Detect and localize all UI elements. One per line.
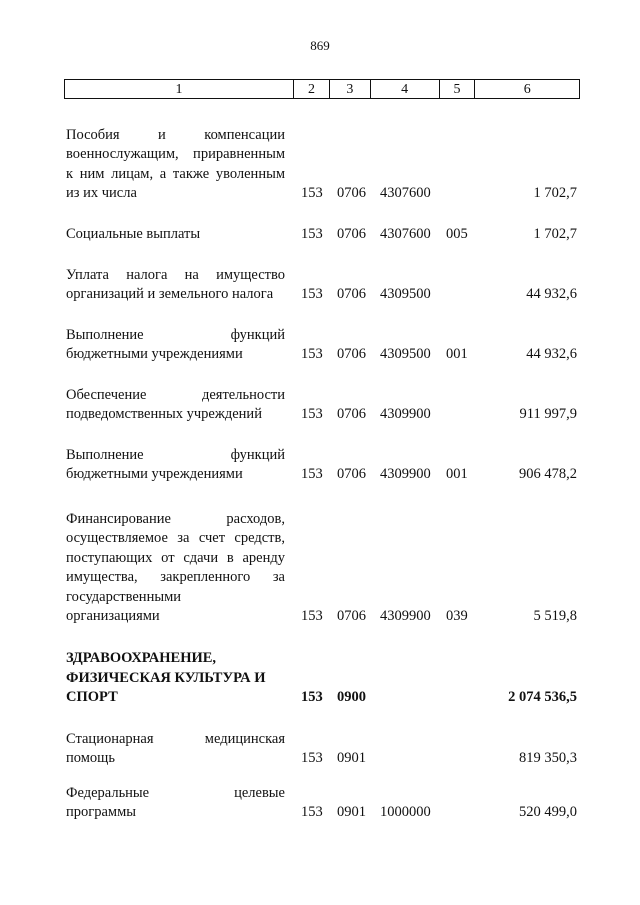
row-description — [66, 446, 285, 485]
column-header-4: 4 — [370, 80, 439, 98]
column-header-2: 2 — [293, 80, 329, 98]
cell-c2: 153 — [301, 466, 323, 482]
description-line: программы — [66, 804, 136, 820]
cell-c4: 4307600 — [380, 185, 431, 201]
cell-c5: 001 — [446, 346, 468, 362]
cell-c4: 4309500 — [380, 286, 431, 302]
cell-c2: 153 — [301, 608, 323, 624]
cell-c6: 906 478,2 — [519, 466, 577, 482]
cell-c3: 0706 — [337, 346, 366, 362]
row-description — [66, 730, 285, 769]
description-line: Социальные выплаты — [66, 226, 201, 242]
cell-c6: 1 702,7 — [533, 185, 577, 201]
cell-c4: 4307600 — [380, 226, 431, 242]
description-line: государственными — [66, 588, 182, 605]
cell-c3: 0706 — [337, 226, 366, 242]
description-line: ФИЗИЧЕСКАЯ КУЛЬТУРА И — [66, 669, 266, 686]
row-description — [66, 326, 285, 365]
row-description — [66, 386, 285, 425]
cell-c3: 0706 — [337, 185, 366, 201]
cell-c6: 2 074 536,5 — [508, 689, 577, 705]
cell-c2: 153 — [301, 185, 323, 201]
cell-c6: 1 702,7 — [533, 226, 577, 242]
row-description — [66, 225, 285, 244]
cell-c6: 44 932,6 — [526, 286, 577, 302]
cell-c4: 4309500 — [380, 346, 431, 362]
cell-c2: 153 — [301, 226, 323, 242]
description-line: военнослужащим, приравненным — [66, 146, 285, 163]
description-line: к ним лицам, а также уволенным — [66, 165, 285, 182]
cell-c3: 0706 — [337, 608, 366, 624]
description-line: ЗДРАВООХРАНЕНИЕ, — [66, 650, 217, 667]
row-description — [66, 649, 285, 707]
cell-c4: 4309900 — [380, 466, 431, 482]
cell-c2: 153 — [301, 346, 323, 362]
cell-c5: 005 — [446, 226, 468, 242]
description-line: организациями — [66, 608, 160, 625]
description-line: Стационарная медицинская — [66, 730, 285, 747]
description-line: Обеспечение деятельности — [66, 386, 285, 403]
cell-c2: 153 — [301, 750, 323, 766]
page-number: 869 — [310, 38, 330, 53]
cell-c2: 153 — [301, 689, 323, 705]
description-line: организаций и земельного налога — [66, 286, 274, 302]
cell-c5: 001 — [446, 466, 468, 482]
row-description — [66, 784, 285, 823]
description-line: Финансирование расходов, — [66, 511, 285, 527]
column-header-3: 3 — [329, 80, 370, 98]
description-line: Выполнение функций — [66, 326, 285, 343]
cell-c3: 0706 — [337, 286, 366, 302]
cell-c4: 4309900 — [380, 406, 431, 422]
column-header-6: 6 — [474, 80, 579, 98]
row-description — [66, 266, 285, 305]
cell-c2: 153 — [301, 286, 323, 302]
description-line: Федеральные целевые — [66, 784, 285, 801]
description-line: имущества, закрепленного за — [66, 569, 285, 586]
description-line: из их числа — [66, 185, 137, 202]
cell-c3: 0900 — [337, 689, 366, 705]
description-line: бюджетными учреждениями — [66, 346, 243, 362]
cell-c6: 44 932,6 — [526, 346, 577, 362]
cell-c5: 039 — [446, 608, 468, 624]
description-line: подведомственных учреждений — [66, 406, 262, 422]
column-header-1: 1 — [175, 82, 183, 97]
cell-c6: 5 519,8 — [533, 608, 577, 624]
cell-c3: 0901 — [337, 804, 366, 820]
cell-c3: 0706 — [337, 466, 366, 482]
cell-c3: 0901 — [337, 750, 366, 766]
description-line: Уплата налога на имущество — [66, 266, 285, 283]
description-line: осуществляемое за счет средств, — [66, 530, 285, 547]
column-header-5: 5 — [439, 80, 475, 98]
cell-c3: 0706 — [337, 406, 366, 422]
description-line: Выполнение функций — [66, 446, 285, 463]
description-line: поступающих от сдачи в аренду — [66, 549, 285, 566]
description-line: Пособия и компенсации — [66, 126, 285, 143]
cell-c2: 153 — [301, 804, 323, 820]
cell-c4: 4309900 — [380, 608, 431, 624]
cell-c6: 911 997,9 — [519, 406, 577, 422]
cell-c2: 153 — [301, 406, 323, 422]
description-line: СПОРТ — [66, 689, 118, 705]
description-line: помощь — [66, 750, 115, 766]
cell-c4: 1000000 — [380, 804, 431, 820]
row-description — [66, 126, 285, 204]
row-description — [66, 510, 285, 626]
cell-c6: 520 499,0 — [519, 804, 577, 820]
description-line: бюджетными учреждениями — [66, 466, 243, 482]
cell-c6: 819 350,3 — [519, 750, 577, 766]
